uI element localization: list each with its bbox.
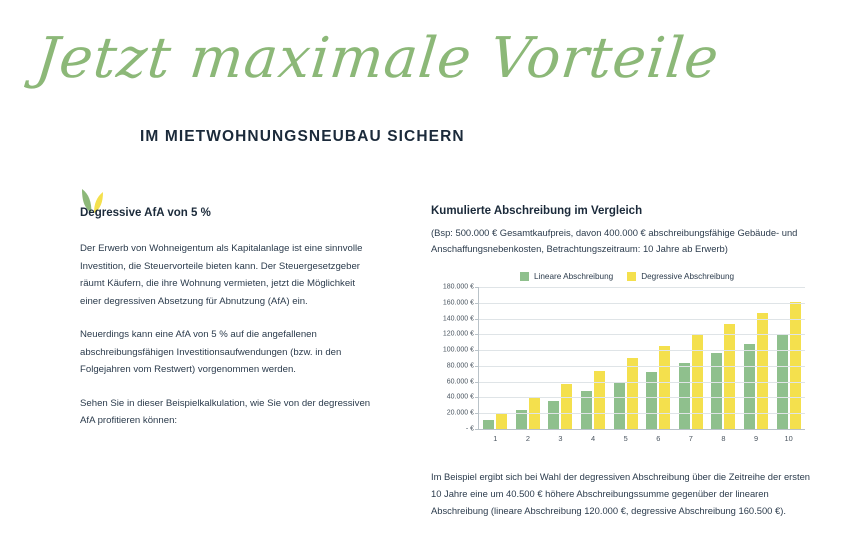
x-axis-label: 10 [784,434,793,443]
bar-linear [614,382,625,429]
y-axis-tick [475,382,479,383]
legend-entry-linear [520,272,613,281]
gridline [479,366,805,367]
y-axis-tick [475,319,479,320]
section-body [80,240,376,430]
gridline [479,287,805,288]
bar-group [479,287,512,443]
chart-legend [520,272,734,281]
x-axis-label: 5 [623,434,628,443]
x-axis-label: 9 [753,434,759,443]
bar-degressive [757,313,768,429]
y-axis-label: 160.000 € [442,299,474,307]
bar-linear [483,420,494,429]
x-axis-label: 6 [656,434,661,443]
y-axis-label: - € [465,425,474,433]
y-axis-label: 40.000 € [446,393,474,401]
legend-label-degressive: Degressive Abschreibung [641,272,735,281]
bar-group [512,287,545,443]
page-headline: Jetzt maximale Vorteile [32,26,723,91]
gridline [479,413,805,414]
bar-linear [679,363,690,429]
gridline [479,397,805,398]
bar-degressive [627,358,638,429]
paragraph-2: Neuerdings kann eine AfA von 5 % auf die angefallenen abschreibungsfähigen Investitionsaufwendungen (bzw. in den Folgejahren vom Restwert) vorgenommen werden. [80,329,342,375]
bar-group [772,287,805,443]
x-axis-label: 2 [525,434,530,443]
bar-degressive [594,371,605,429]
chart-plot-area [442,283,805,443]
bar-group [609,287,642,443]
bar-group [642,287,675,443]
bar-degressive [496,413,507,429]
gridline [479,334,805,335]
cumulative-depreciation-chart [431,283,809,452]
gridline [479,350,805,351]
bar-group [577,287,610,443]
chart-note: Im Beispiel ergibt sich bei Wahl der degressiven Abschreibung über die Zeitreihe der ersten 10 Jahre eine um 40.500 € höhere Abschreibungssumme gegenüber der linearen Abschreibung (lineare Abschreibung 120.000 €, degressive Abschreibung 160.500 €). [431,471,811,516]
chart-subtitle: (Bsp: 500.000 € Gesamtkaufpreis, davon 400.000 € abschreibungsfähige Gebäude- und Anschaffungsnebenkosten, Betrachtungszeitraum: 10 Jahre ab Erwerb) [431,227,798,254]
y-axis-tick [475,334,479,335]
chart-title: Kumulierte Abschreibung im Vergleich [431,205,643,217]
bar-degressive [561,384,572,429]
y-axis-tick [475,303,479,304]
legend-entry-degressive [627,272,734,281]
paragraph-3: Sehen Sie in dieser Beispielkalkulation, wie Sie von der degressiven AfA profitieren können: [80,397,371,426]
y-axis-label: 100.000 € [442,346,474,354]
y-axis-label: 20.000 € [446,409,474,417]
x-axis-label: 1 [493,434,498,443]
bar-linear [548,401,559,429]
bar-degressive [659,346,670,429]
legend-swatch-degressive [627,272,636,281]
bar-linear [711,353,722,429]
gridline [479,382,805,383]
bar-group [544,287,577,443]
y-axis-label: 180.000 € [442,283,474,291]
chart-bars [479,287,805,443]
x-axis-label: 3 [558,434,563,443]
legend-swatch-linear [520,272,529,281]
y-axis-tick [475,413,479,414]
section-title-degressive-afa: Degressive AfA von 5 % [80,207,211,219]
y-axis-label: 60.000 € [446,378,474,386]
y-axis-label: 140.000 € [442,315,474,323]
gridline [479,303,805,304]
x-axis-label: 7 [688,434,693,443]
legend-label-linear: Lineare Abschreibung [534,272,614,281]
bar-group [675,287,708,443]
y-axis-label: 80.000 € [446,362,474,370]
y-axis-tick [475,429,479,430]
bar-group [740,287,773,443]
paragraph-1: Der Erwerb von Wohneigentum als Kapitalanlage ist eine sinnvolle Investition, die Steuervorteile bieten kann. Der Steuergesetzgeber räumt Käufern, die ihre Wohnung vermieten, jetzt die Möglichkeit einer degressiven Absetzung für Abnutzung (AfA) ein. [80,243,363,307]
y-axis-label: 120.000 € [442,330,474,338]
page-subheadline: IM MIETWOHNUNGSNEUBAU SICHERN [140,128,465,145]
bar-linear [744,344,755,429]
y-axis-tick [475,366,479,367]
y-axis-tick [475,287,479,288]
x-axis-label: 4 [591,434,596,443]
y-axis-tick [475,350,479,351]
bar-group [707,287,740,443]
y-axis-tick [475,397,479,398]
x-axis-label: 8 [721,434,726,443]
gridline [479,319,805,320]
